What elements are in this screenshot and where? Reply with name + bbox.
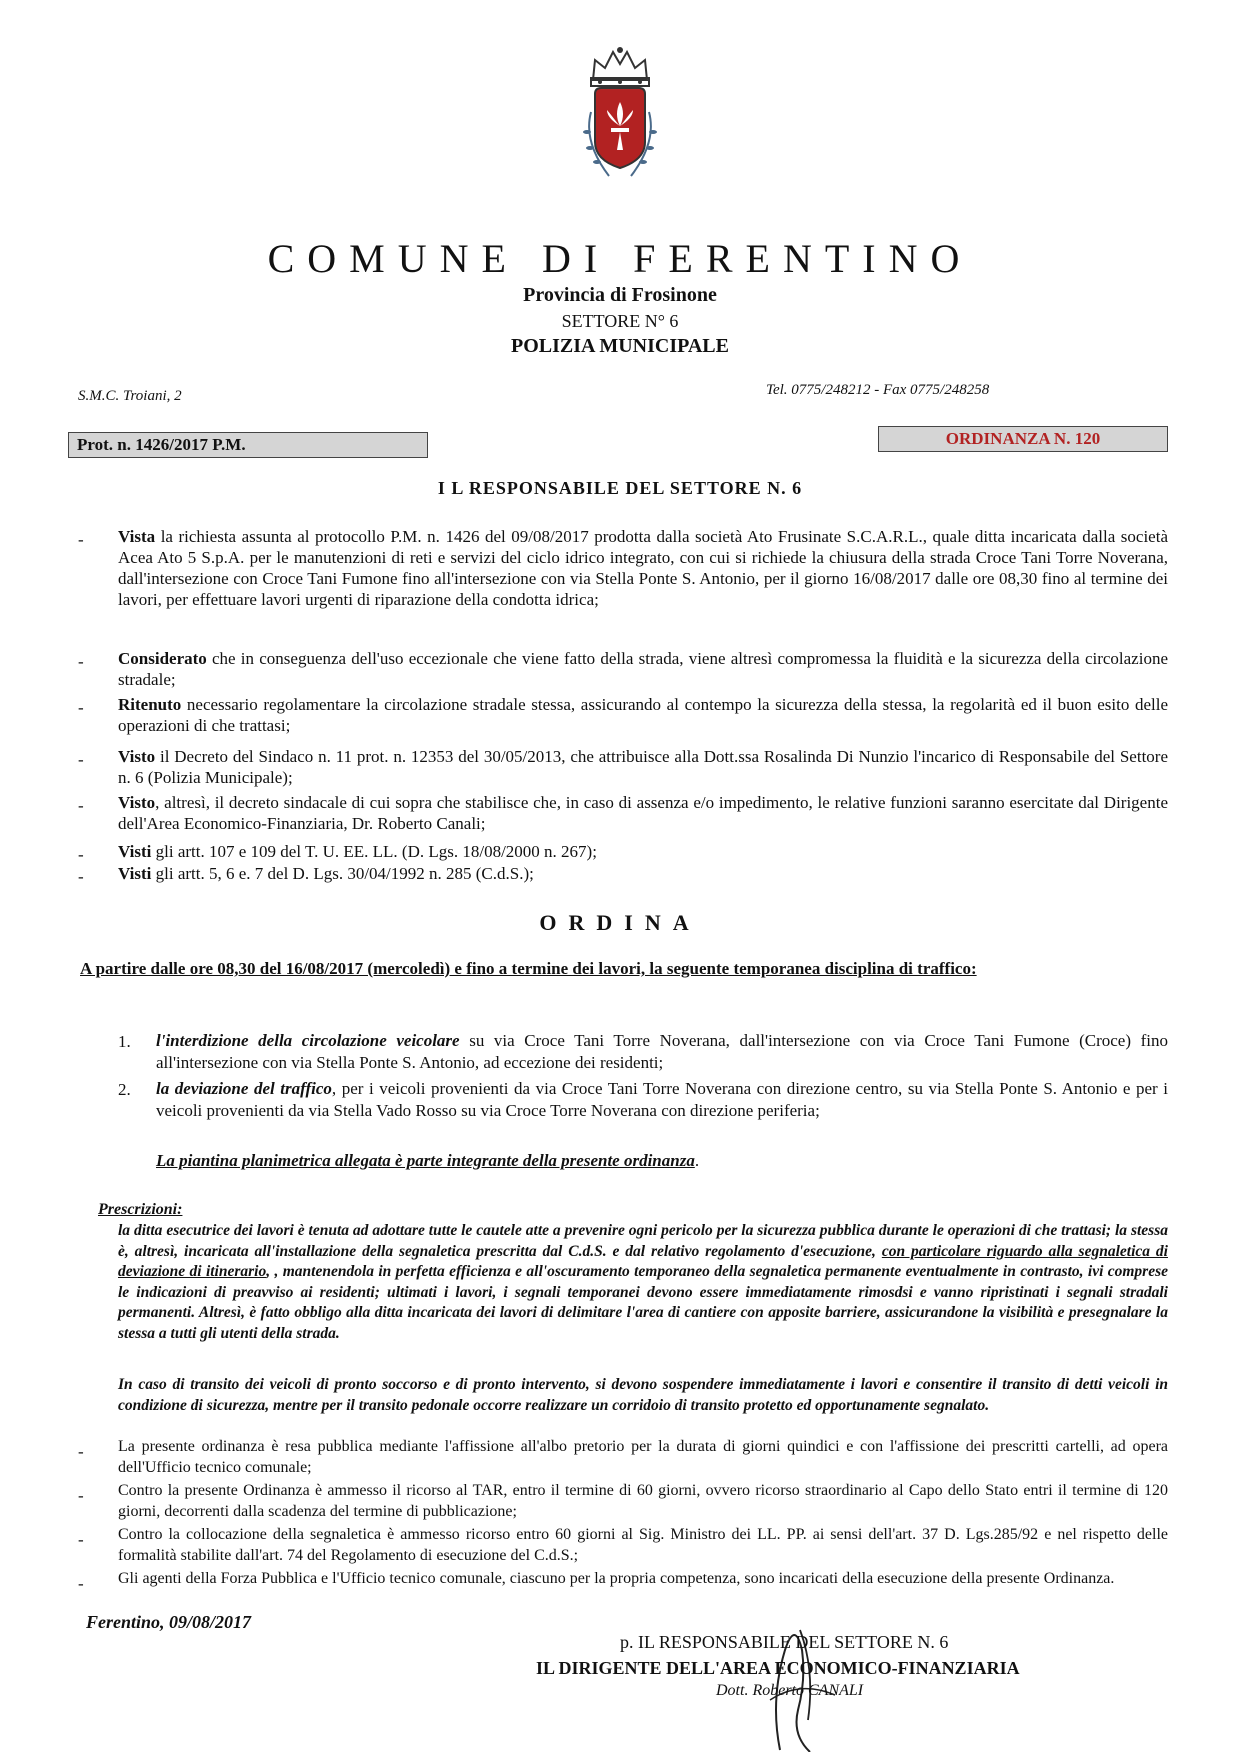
bullet-dash: - [78, 750, 84, 769]
signature-line-name: Dott. Roberto CANALI [716, 1682, 864, 1699]
premise-item: Visti gli artt. 5, 6 e. 7 del D. Lgs. 30/04/1992 n. 285 (C.d.S.); [118, 864, 534, 883]
bullet-dash: - [78, 845, 84, 864]
bullet-dash: - [78, 1442, 84, 1461]
provision-item: La presente ordinanza è resa pubblica mediante l'affissione all'albo pretorio per la durata di giorni quindici e con l'affissione dei prescritti cartelli, ad opera dell'Ufficio tecnico comunale; [118, 1438, 1168, 1476]
premise-item: Visti gli artt. 107 e 109 del T. U. EE. LL. (D. Lgs. 18/08/2000 n. 267); [118, 842, 597, 861]
premise-item: Visto, altresì, il decreto sindacale di cui sopra che stabilisce che, in caso di assenza e/o impedimento, le relative funzioni saranno esercitate dal Dirigente dell'Area Economico-Finanziaria, Dr. Roberto Canali; [118, 793, 1168, 833]
bullet-dash: - [78, 1530, 84, 1549]
bullet-dash: - [78, 698, 84, 717]
signature-line-responsible: p. IL RESPONSABILE DEL SETTORE N. 6 [620, 1632, 949, 1652]
bullet-dash: - [78, 530, 84, 549]
provision-item: Gli agenti della Forza Pubblica e l'Ufficio tecnico comunale, ciascuno per la propria competenza, sono incaricati della esecuzione della presente Ordinanza. [118, 1570, 1115, 1587]
bullet-dash: - [78, 652, 84, 671]
sector-line: SETTORE N° 6 [561, 311, 679, 331]
bullet-dash: - [78, 1486, 84, 1505]
office-address: S.M.C. Troiani, 2 [78, 388, 182, 404]
issuer-title: I L RESPONSABILE DEL SETTORE N. 6 [437, 478, 803, 498]
prescriptions-heading: Prescrizioni: [98, 1201, 183, 1218]
order-item: la deviazione del traffico, per i veicoli provenienti da via Croce Tani Torre Noverana con direzione centro, su via Stella Ponte S. Antonio e per i veicoli provenienti da via Stella Vado Rosso su via Croce Torre Noverana con direzione periferia; [156, 1079, 1168, 1120]
premise-item: Ritenuto necessario regolamentare la circolazione stradale stessa, assicurando al contempo la sicurezza della stessa, la regolarità ed il buon esito delle operazioni di che trattasi; [118, 695, 1168, 735]
order-item: l'interdizione della circolazione veicolare su via Croce Tani Torre Noverana, dall'intersezione con via Croce Tani Fumone (Croce) fino all'intersezione con via Stella Ponte S. Antonio, ad eccezione dei residenti; [156, 1031, 1168, 1072]
order-number: 1. [118, 1032, 131, 1051]
bullet-dash: - [78, 796, 84, 815]
prescriptions-paragraph: la ditta esecutrice dei lavori è tenuta ad adottare tutte le cautele atte a prevenire ogni pericolo per la sicurezza pubblica durante le operazioni di che trattasi; la stessa è, altresì, incaricata all'installazione della segnaletica prescritta dal C.d.S. e dal relativo regolamento d'esecuzione, con particolare riguardo alla segnaletica di deviazione di itinerario, , mantenendola in perfetta efficienza e all'oscuramento temporaneo della segnaletica permanente eventualmente in contrasto, ivi comprese le indicazioni di preavviso ai residenti; ultimati i lavori, i segnali temporanei devono essere immediatamente rimosdsi e vanno ripristinati i segnali stradali permanenti. Altresì, è fatto obbligo alla ditta incaricata dei lavori di delimitare l'area di cantiere con apposite barriere, assicurandone la visibilità e presegnalare la stessa a tutti gli utenti della strada. [118, 1222, 1169, 1342]
bullet-dash: - [78, 1574, 84, 1593]
office-contacts: Tel. 0775/248212 - Fax 0775/248258 [766, 382, 990, 398]
provision-item: Contro la collocazione della segnaletica è ammesso ricorso entro 60 giorni al Sig. Ministro dei LL. PP. ai sensi dell'art. 37 D. Lgs.285/92 e nel rispetto delle formalità stabilite dall'art. 74 del Regolamento di esecuzione del C.d.S.; [118, 1526, 1168, 1564]
department-line: POLIZIA MUNICIPALE [511, 335, 729, 357]
start-statement: A partire dalle ore 08,30 del 16/08/2017 (mercoledì) e fino a termine dei lavori, la seguente temporanea disciplina di traffico: [80, 959, 977, 978]
place-and-date: Ferentino, 09/08/2017 [86, 1612, 252, 1632]
premise-item: Vista la richiesta assunta al protocollo P.M. n. 1426 del 09/08/2017 prodotta dalla società Ato Frusinate S.C.A.R.L., quale ditta incaricata dalla società Acea Ato 5 S.p.A. per le manutenzioni di reti e servizi del ciclo idrico integrato, con cui si richiede la chiusura della strada Croce Tani Torre Noverana, dall'intersezione con Croce Tani Fumone fino all'intersezione con via Stella Ponte S. Antonio, per il giorno 16/08/2017 dalle ore 08,30 fino al termine dei lavori, per effettuare lavori urgenti di riparazione della condotta idrica; [118, 527, 1168, 609]
ordina-heading: ORDINA [539, 910, 701, 935]
municipal-crest-logo [565, 42, 675, 192]
prescriptions-paragraph: In caso di transito dei veicoli di pronto soccorso e di pronto intervento, si devono sospendere immediatamente i lavori e consentire il transito di detti veicoli in condizione di sicurezza, mentre per il transito pedonale occorre realizzare un corridoio di transito protetto ed opportunamente segnalato. [118, 1376, 1168, 1414]
protocol-number-box: Prot. n. 1426/2017 P.M. [68, 432, 428, 458]
municipality-title: COMUNE DI FERENTINO [267, 236, 973, 281]
order-number: 2. [118, 1080, 131, 1099]
province-line: Provincia di Frosinone [523, 284, 717, 306]
signature-line-director: IL DIRIGENTE DELL'AREA ECONOMICO-FINANZIARIA [536, 1658, 1020, 1678]
provision-item: Contro la presente Ordinanza è ammesso il ricorso al TAR, entro il termine di 60 giorni, ovvero ricorso straordinario al Capo dello Stato entri il termine di 120 giorni, decorrenti dalla scadenza del termine di pubblicazione; [118, 1482, 1168, 1520]
premise-item: Considerato che in conseguenza dell'uso eccezionale che viene fatto della strada, viene altresì compromessa la fluidità e la sicurezza della circolazione stradale; [118, 649, 1168, 689]
ordinance-number-box: ORDINANZA N. 120 [878, 426, 1168, 452]
bullet-dash: - [78, 867, 84, 886]
map-attachment-note: La piantina planimetrica allegata è parte integrante della presente ordinanza. [156, 1151, 700, 1170]
premise-item: Visto il Decreto del Sindaco n. 11 prot. n. 12353 del 30/05/2013, che attribuisce alla Dott.ssa Rosalinda Di Nunzio l'incarico di Responsabile del Settore n. 6 (Polizia Municipale); [118, 747, 1168, 787]
